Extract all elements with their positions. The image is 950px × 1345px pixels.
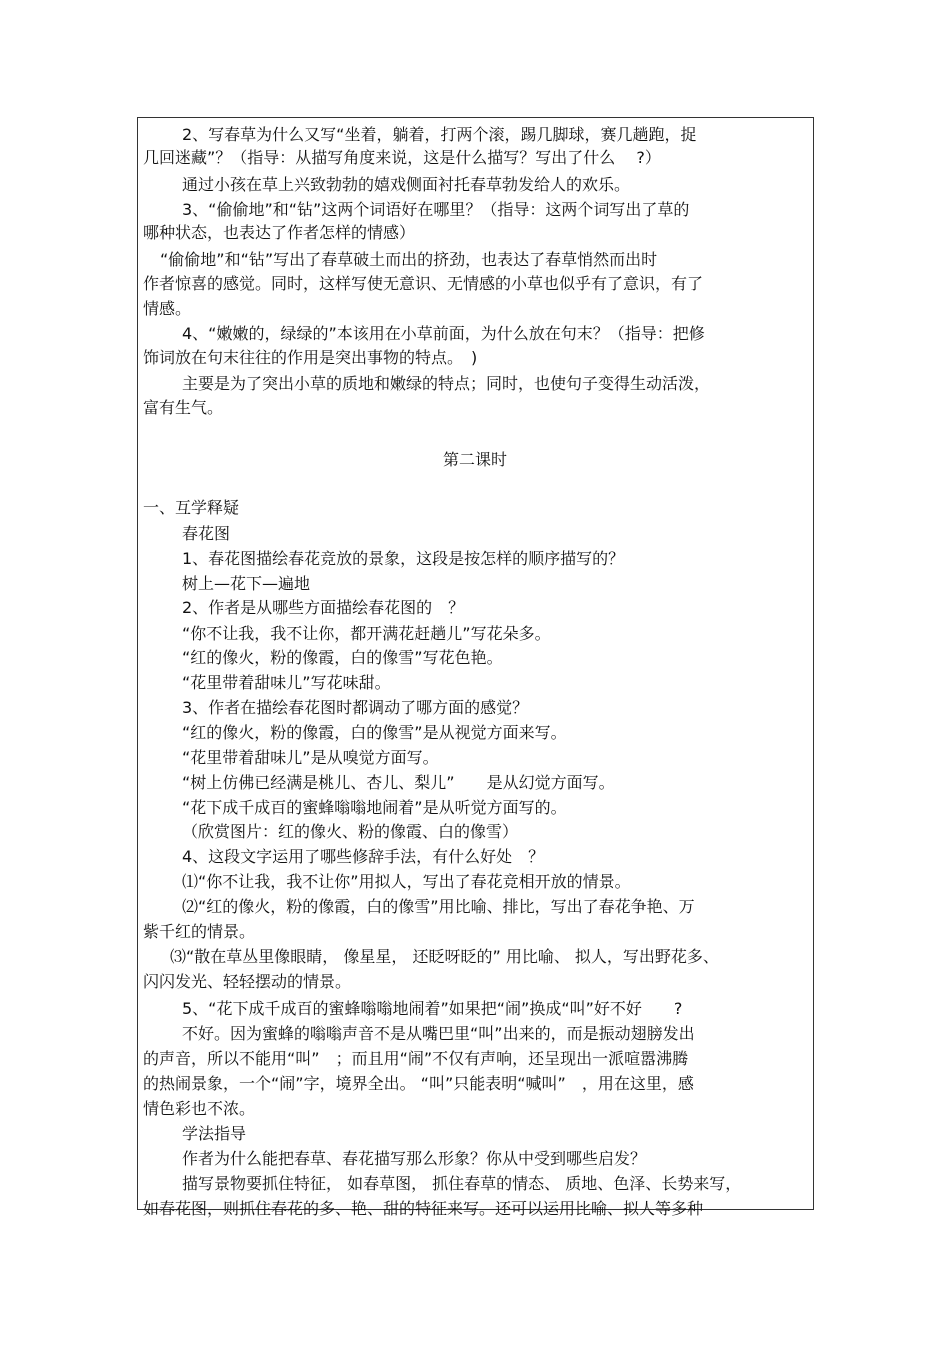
method-answer-line-1: 描写景物要抓住特征， 如春草图， 抓住春草的情态、 质地、色泽、长势来写， bbox=[182, 1174, 742, 1193]
flower-answer-2a: “你不让我，我不让你，都开满花赶趟儿”写花朵多。 bbox=[182, 624, 551, 643]
answer-2: 通过小孩在草上兴致勃勃的嬉戏侧面衬托春草勃发给人的欢乐。 bbox=[182, 175, 631, 194]
flower-answer-5-line-1: 不好。因为蜜蜂的嗡嗡声音不是从嘴巴里“叫”出来的，而是振动翅膀发出 bbox=[182, 1024, 695, 1043]
method-question: 作者为什么能把春草、春花描写那么形象？你从中受到哪些启发？ bbox=[182, 1149, 647, 1168]
flower-answer-3a: “红的像火，粉的像霞，白的像雪”是从视觉方面来写。 bbox=[182, 723, 567, 742]
answer-4-line-2: 富有生气。 bbox=[143, 398, 224, 417]
question-3-line-2: 哪种状态，也表达了作者怎样的情感） bbox=[143, 223, 416, 242]
flower-answer-4c-line-2: 闪闪发光、轻轻摆动的情景。 bbox=[143, 972, 352, 991]
flower-answer-3d: “花下成千成百的蜜蜂嗡嗡地闹着”是从听觉方面写的。 bbox=[182, 798, 567, 817]
answer-3-line-3: 情感。 bbox=[143, 299, 192, 318]
question-4-line-2: 饰词放在句末往往的作用是突出事物的特点。 ) bbox=[143, 348, 478, 367]
flower-answer-3e: （欣赏图片：红的像火、粉的像霞、白的像雪） bbox=[182, 822, 519, 841]
flower-answer-4b-line-2: 紫千红的情景。 bbox=[143, 922, 256, 941]
flower-answer-4c-line-1: ⑶“散在草丛里像眼睛， 像星星， 还眨呀眨的” 用比喻、 拟人，写出野花多、 bbox=[170, 947, 719, 966]
flower-answer-1: 树上—花下—遍地 bbox=[182, 574, 311, 593]
method-answer-line-2: 如春花图，则抓住春花的多、艳、甜的特征来写。还可以运用比喻、拟人等多种 bbox=[143, 1199, 704, 1218]
flower-question-3: 3、作者在描绘春花图时都调动了哪方面的感觉？ bbox=[182, 698, 529, 717]
spring-flower-heading: 春花图 bbox=[182, 524, 231, 543]
answer-3-line-1: “偷偷地”和“钻”写出了春草破土而出的挤劲，也表达了春草悄然而出时 bbox=[160, 250, 658, 269]
flower-answer-2b: “红的像火，粉的像霞，白的像雪”写花色艳。 bbox=[182, 648, 503, 667]
answer-3-line-2: 作者惊喜的感觉。同时，这样写使无意识、无情感的小草也似乎有了意识，有了 bbox=[143, 274, 704, 293]
flower-question-1: 1、春花图描绘春花竞放的景象，这段是按怎样的顺序描写的？ bbox=[182, 549, 625, 568]
flower-question-5: 5、“花下成千成百的蜜蜂嗡嗡地闹着”如果把“闹”换成“叫”好不好 ? bbox=[182, 999, 683, 1018]
flower-answer-4b-line-1: ⑵“红的像火，粉的像霞，白的像雪”用比喻、排比，写出了春花争艳、万 bbox=[182, 897, 695, 916]
question-4-line-1: 4、“嫩嫩的，绿绿的”本该用在小草前面，为什么放在句末？（指导：把修 bbox=[182, 324, 705, 343]
flower-answer-5-line-2: 的声音，所以不能用“叫” ；而且用“闹”不仅有声响，还呈现出一派喧嚣沸腾 bbox=[143, 1049, 689, 1068]
question-2-line-2: 几回迷藏”？（指导：从描写角度来说，这是什么描写？写出了什么 ?） bbox=[143, 148, 661, 167]
question-2-line-1: 2、写春草为什么又写“坐着，躺着，打两个滚，踢几脚球，赛几趟跑，捉 bbox=[182, 125, 697, 144]
question-3-line-1: 3、“偷偷地”和“钻”这两个词语好在哪里？（指导：这两个词写出了草的 bbox=[182, 200, 690, 219]
section-heading: 一、互学释疑 bbox=[143, 498, 240, 517]
flower-answer-2c: “花里带着甜味儿”写花味甜。 bbox=[182, 673, 391, 692]
flower-answer-4a: ⑴“你不让我，我不让你”用拟人，写出了春花竞相开放的情景。 bbox=[182, 872, 631, 891]
method-heading: 学法指导 bbox=[182, 1124, 247, 1143]
flower-answer-5-line-3: 的热闹景象，一个“闹”字，境界全出。 “叫”只能表明“喊叫” ，用在这里，感 bbox=[143, 1074, 694, 1093]
flower-answer-5-line-4: 情色彩也不浓。 bbox=[143, 1099, 256, 1118]
answer-4-line-1: 主要是为了突出小草的质地和嫩绿的特点；同时，也使句子变得生动活泼， bbox=[182, 374, 711, 393]
flower-answer-3b: “花里带着甜味儿”是从嗅觉方面写。 bbox=[182, 748, 439, 767]
flower-question-2: 2、作者是从哪些方面描绘春花图的 ？ bbox=[182, 598, 465, 617]
lesson-title: 第二课时 bbox=[442, 450, 507, 469]
flower-answer-3c: “树上仿佛已经满是桃儿、杏儿、梨儿” 是从幻觉方面写。 bbox=[182, 773, 615, 792]
flower-question-4: 4、这段文字运用了哪些修辞手法，有什么好处 ？ bbox=[182, 847, 545, 866]
